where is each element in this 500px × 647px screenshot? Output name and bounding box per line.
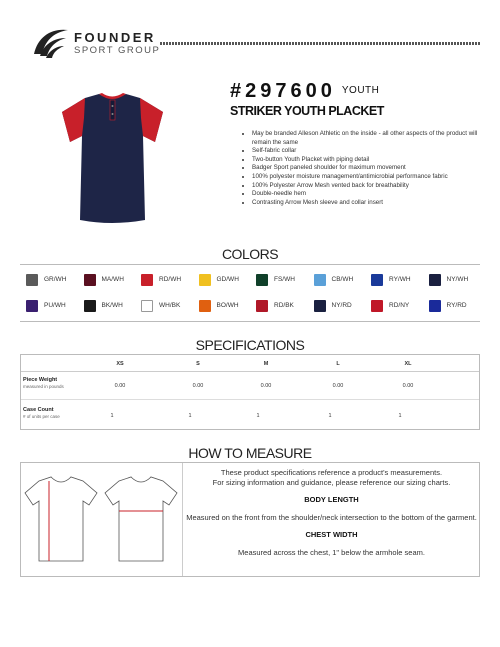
how-to-measure-title: HOW TO MEASURE	[188, 445, 312, 461]
colors-title: COLORS	[221, 246, 279, 262]
spec-size-header: XL	[404, 361, 412, 367]
color-swatch-label: MA/WH	[101, 276, 124, 283]
spec-value-cell: 0.00	[332, 383, 344, 389]
color-swatch-chip	[429, 300, 441, 312]
product-code-suffix: YOUTH	[341, 85, 380, 96]
product-feature-item: • 100% polyester moisture management/antimicrobial performance fabric	[252, 173, 490, 182]
color-swatch-chip	[314, 300, 326, 312]
color-swatch-label: GR/WH	[44, 276, 67, 283]
product-code	[230, 80, 490, 103]
color-swatch-label: RD/WH	[159, 276, 182, 283]
color-swatch-label: NY/RD	[331, 302, 352, 309]
product-feature-item: • 100% Polyester Arrow Mesh vented back for breathability	[252, 182, 490, 191]
color-swatch[interactable]	[254, 298, 309, 314]
spec-row-sublabel: # of units per case	[23, 414, 60, 419]
spec-header-divider	[21, 371, 479, 372]
product-feature-item: • Double-needle hem	[252, 190, 490, 199]
color-swatch[interactable]	[427, 298, 482, 314]
spec-size-header: XS	[116, 361, 124, 367]
color-swatch[interactable]	[82, 298, 137, 314]
color-swatch-chip	[256, 300, 268, 312]
color-swatch-label: RY/RD	[446, 302, 467, 309]
color-swatch-chip	[26, 300, 38, 312]
spec-size-header: S	[196, 361, 200, 367]
spec-row-label: Case Count	[23, 407, 54, 413]
page-header	[30, 24, 480, 64]
product-feature-item: • May be branded Alleson Athletic on the inside - all other aspects of the product will remain the same	[252, 130, 490, 147]
color-swatch-chip	[256, 274, 268, 286]
color-swatch-chip	[429, 274, 441, 286]
product-code-number: #297600	[230, 80, 336, 102]
spec-value-cell: 0.00	[114, 383, 126, 389]
color-swatch-label: RY/WH	[389, 276, 411, 283]
measure-intro-line1: These product specifications reference a product's measurements.	[220, 468, 443, 477]
color-swatch[interactable]	[197, 298, 252, 314]
color-swatch[interactable]	[139, 272, 194, 288]
measure-diagrams	[21, 463, 183, 576]
specifications-table	[20, 354, 480, 430]
header-divider	[160, 42, 480, 45]
color-swatch-chip	[141, 300, 153, 312]
spec-value-cell: 0.00	[260, 383, 272, 389]
product-feature-item: • Badger Sport paneled shoulder for maximum movement	[252, 164, 490, 173]
product-shirt-image	[55, 90, 170, 225]
color-swatch-label: PU/WH	[44, 302, 66, 309]
product-features-list	[230, 130, 490, 207]
color-swatch[interactable]	[312, 298, 367, 314]
color-swatch[interactable]	[369, 298, 424, 314]
spec-row-divider	[21, 399, 479, 400]
colors-panel	[20, 264, 480, 322]
specifications-title: SPECIFICATIONS	[195, 337, 305, 353]
color-swatch-chip	[141, 274, 153, 286]
color-swatch[interactable]	[24, 298, 79, 314]
chest-width-heading: CHEST WIDTH	[305, 530, 358, 539]
color-swatch-label: NY/WH	[446, 276, 469, 283]
measure-intro-line2: For sizing information and guidance, please reference our sizing charts.	[212, 477, 451, 487]
chest-width-text: Measured across the chest, 1" below the armhole seam.	[238, 547, 425, 557]
color-swatch[interactable]	[312, 272, 367, 288]
measure-instructions	[184, 463, 479, 576]
color-swatch-chip	[199, 300, 211, 312]
color-swatch[interactable]	[82, 272, 137, 288]
spec-value-cell: 1	[188, 413, 192, 419]
color-swatch-row	[20, 298, 480, 314]
spec-value-cell: 0.00	[402, 383, 414, 389]
brand-name: FOUNDER	[74, 30, 156, 45]
color-swatch[interactable]	[139, 298, 194, 314]
color-swatch[interactable]	[427, 272, 482, 288]
body-length-heading: BODY LENGTH	[304, 495, 359, 504]
spec-size-header: L	[336, 361, 340, 367]
spec-size-header: M	[263, 361, 269, 367]
how-to-measure-panel	[20, 462, 480, 577]
color-swatch-label: WH/BK	[159, 302, 181, 309]
color-swatch-chip	[84, 300, 96, 312]
product-info	[230, 80, 490, 207]
spec-value-cell: 1	[328, 413, 332, 419]
product-name: STRIKER YOUTH PLACKET	[230, 104, 384, 118]
spec-value-cell: 1	[256, 413, 260, 419]
measure-diagram-image	[21, 463, 183, 576]
color-swatch-label: BO/WH	[216, 302, 239, 309]
color-swatch[interactable]	[197, 272, 252, 288]
product-feature-item: • Self-fabric collar	[252, 147, 490, 156]
color-swatch[interactable]	[254, 272, 309, 288]
spec-row-sublabel: measured in pounds	[23, 384, 64, 389]
color-swatch-label: RD/NY	[389, 302, 410, 309]
color-swatch-chip	[371, 300, 383, 312]
color-swatch-label: GD/WH	[216, 276, 239, 283]
spec-value-cell: 1	[110, 413, 114, 419]
spec-row-label: Piece Weight	[23, 377, 58, 383]
color-swatch[interactable]	[369, 272, 424, 288]
product-feature-item: • Contrasting Arrow Mesh sleeve and collar insert	[252, 199, 490, 208]
color-swatch-chip	[84, 274, 96, 286]
spec-value-cell: 1	[398, 413, 402, 419]
color-swatch-label: FS/WH	[274, 276, 295, 283]
color-swatch-row	[20, 272, 480, 288]
founder-logo-icon	[30, 24, 70, 64]
color-swatch-chip	[371, 274, 383, 286]
body-length-text: Measured on the front from the shoulder/neck intersection to the bottom of the garment.	[186, 512, 477, 522]
spec-value-cell: 0.00	[192, 383, 204, 389]
color-swatch-chip	[199, 274, 211, 286]
color-swatch[interactable]	[24, 272, 79, 288]
color-swatch-label: RD/BK	[274, 302, 294, 309]
color-swatch-label: BK/WH	[101, 302, 123, 309]
color-swatch-label: CB/WH	[331, 276, 354, 283]
color-swatch-chip	[314, 274, 326, 286]
brand-subname: SPORT GROUP	[74, 45, 161, 56]
product-feature-item: • Two-button Youth Placket with piping detail	[252, 156, 490, 165]
color-swatch-chip	[26, 274, 38, 286]
